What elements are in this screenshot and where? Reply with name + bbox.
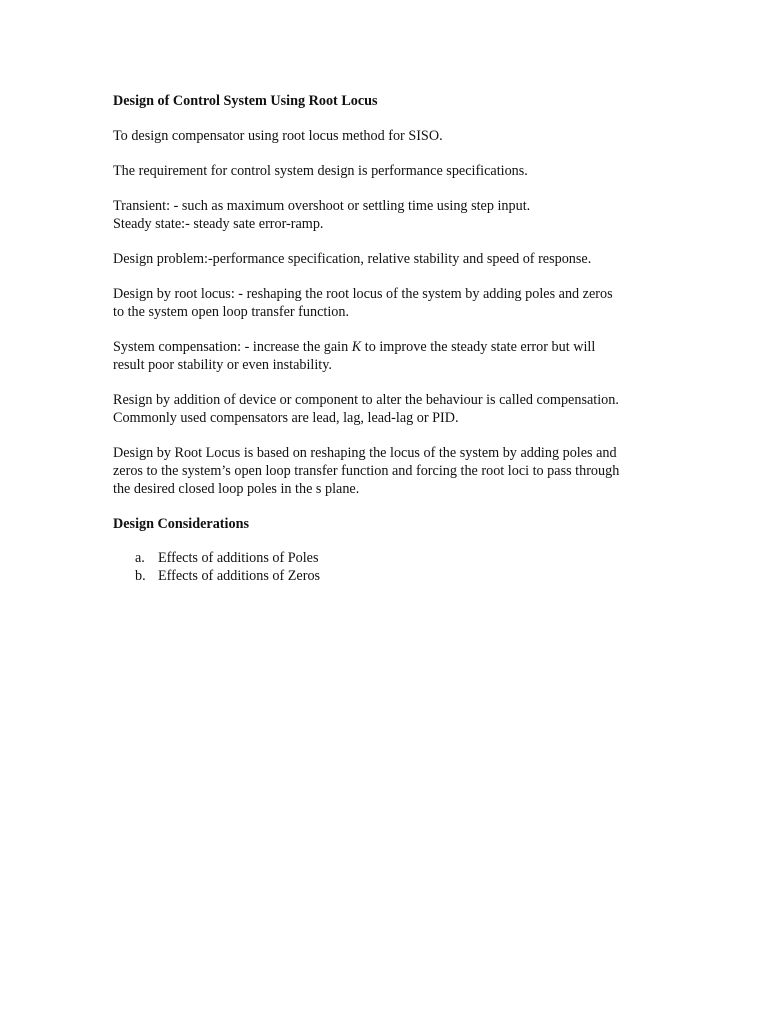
compensation-text-after: to improve the steady state error but will xyxy=(361,339,596,355)
compensation-text-before: System compensation: - increase the gain xyxy=(113,339,352,355)
paragraph-intro: To design compensator using root locus method for SISO. xyxy=(113,128,443,144)
considerations-list xyxy=(113,549,668,585)
root-locus-line-2: to the system open loop transfer function. xyxy=(113,304,350,320)
list-item xyxy=(113,549,668,567)
resign-line-2: Commonly used compensators are lead, lag, lead-lag or PID. xyxy=(113,410,459,426)
paragraph-reshaping xyxy=(113,444,668,498)
document-title: Design of Control System Using Root Locus xyxy=(113,93,378,109)
paragraph-resign xyxy=(113,391,668,427)
compensation-line-2: result poor stability or even instability. xyxy=(113,357,332,373)
list-item-text: Effects of additions of Poles xyxy=(158,550,319,566)
root-locus-line-1: Design by root locus: - reshaping the root locus of the system by adding poles and zeros xyxy=(113,286,613,302)
paragraph-specifications xyxy=(113,197,668,233)
list-item xyxy=(113,567,668,585)
document-body xyxy=(113,92,668,585)
resign-line-1: Resign by addition of device or component to alter the behaviour is called compensation. xyxy=(113,392,619,408)
paragraph-requirement: The requirement for control system design is performance specifications. xyxy=(113,163,528,179)
list-marker: b. xyxy=(135,568,146,584)
list-item-text: Effects of additions of Zeros xyxy=(158,568,321,584)
gain-variable: K xyxy=(351,339,362,355)
paragraph-design-problem: Design problem:-performance specification, relative stability and speed of response. xyxy=(113,251,592,267)
transient-line: Transient: - such as maximum overshoot or settling time using step input. xyxy=(113,198,531,214)
reshaping-line-1: Design by Root Locus is based on reshaping the locus of the system by adding poles and xyxy=(113,445,617,461)
paragraph-design-by-root-locus xyxy=(113,285,668,321)
list-marker: a. xyxy=(135,550,145,566)
compensation-line-1 xyxy=(113,338,668,356)
steady-state-line: Steady state:- steady sate error-ramp. xyxy=(113,216,324,232)
reshaping-line-2: zeros to the system’s open loop transfer function and forcing the root loci to pass through xyxy=(113,463,620,479)
paragraph-system-compensation xyxy=(113,338,668,374)
reshaping-line-3: the desired closed loop poles in the s plane. xyxy=(113,481,360,497)
section-heading-design-considerations: Design Considerations xyxy=(113,516,249,532)
